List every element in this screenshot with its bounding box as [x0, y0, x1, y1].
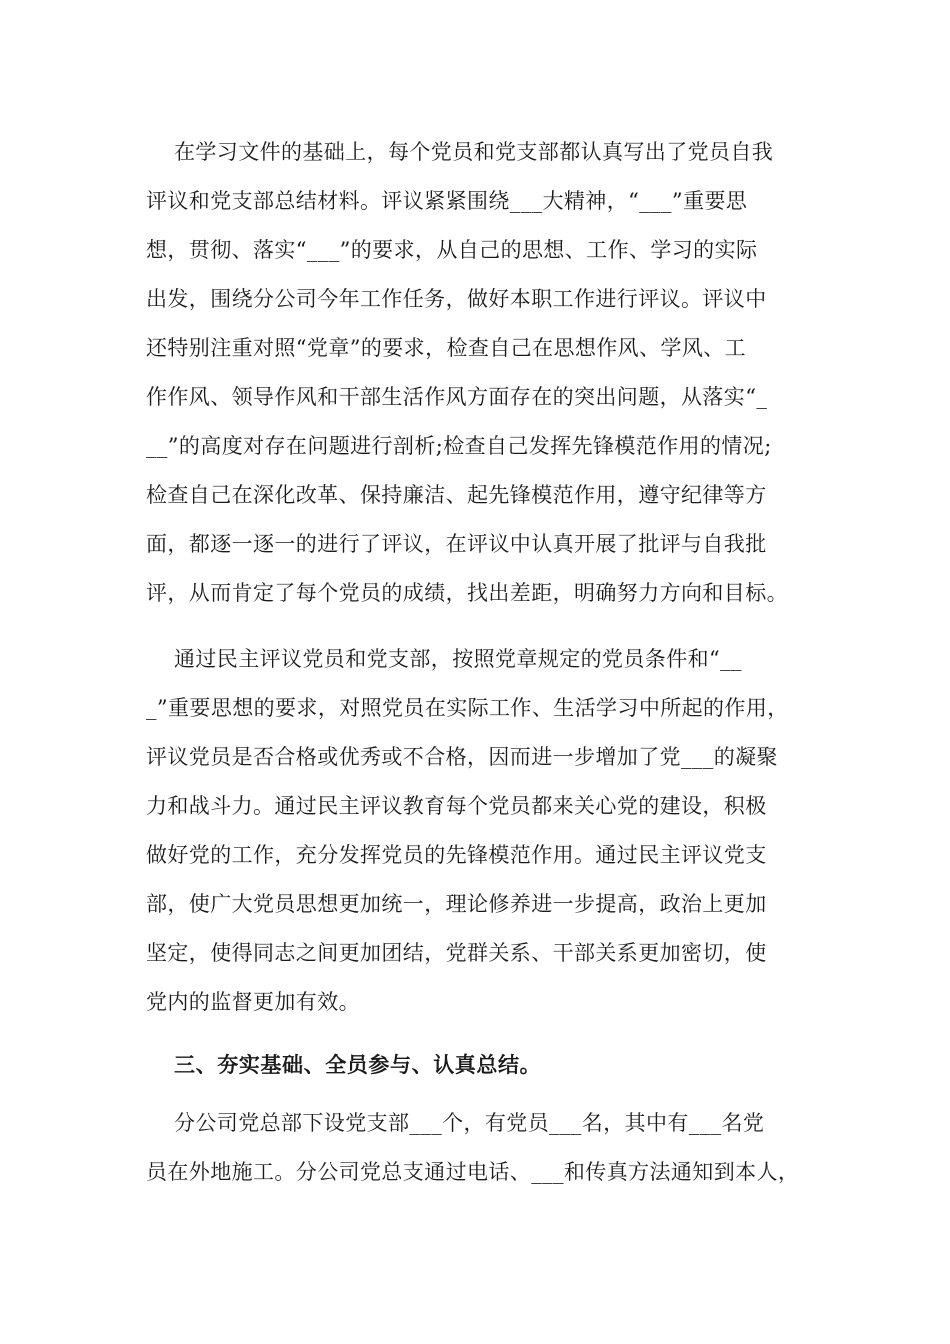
paragraph-1-line: 作作风、领导作风和干部生活作风方面存在的突出问题，从落实“_	[146, 385, 768, 409]
paragraph-1-line: 还特别注重对照“党章”的要求，检查自己在思想作风、学风、工	[146, 336, 747, 360]
paragraph-1-line: 想，贯彻、落实“___”的要求，从自己的思想、工作、学习的实际	[146, 238, 758, 262]
paragraph-2-line: 做好党的工作，充分发挥党员的先锋模范作用。通过民主评议党支	[146, 843, 767, 867]
paragraph-3-line: 分公司党总部下设党支部___个，有党员___名，其中有___名党	[174, 1111, 765, 1135]
paragraph-2-line: 力和战斗力。通过民主评议教育每个党员都来关心党的建设，积极	[146, 794, 767, 818]
paragraph-2-line: 通过民主评议党员和党支部，按照党章规定的党员条件和“__	[174, 647, 742, 671]
paragraph-1-line: __”的高度对存在问题进行剖析;检查自己发挥先锋模范作用的情况;	[146, 434, 772, 458]
paragraph-3-line: 员在外地施工。分公司党总支通过电话、___和传真方法通知到本人，	[146, 1160, 800, 1184]
paragraph-2-line: 部，使广大党员思想更加统一，理论修养进一步提高，政治上更加	[146, 892, 767, 916]
paragraph-1-line: 评，从而肯定了每个党员的成绩，找出差距，明确努力方向和目标。	[146, 581, 788, 605]
paragraph-2-line: 党内的监督更加有效。	[146, 990, 360, 1014]
paragraph-2-line: 坚定，使得同志之间更加团结，党群关系、干部关系更加密切，使	[146, 941, 767, 965]
paragraph-1-line: 出发，围绕分公司今年工作任务，做好本职工作进行评议。评议中	[146, 287, 767, 311]
paragraph-2-line: _”重要思想的要求，对照党员在实际工作、生活学习中所起的作用，	[146, 696, 789, 720]
paragraph-1-line: 面，都逐一逐一的进行了评议，在评议中认真开展了批评与自我批	[146, 532, 767, 556]
paragraph-1-line: 评议和党支部总结材料。评议紧紧围绕___大精神，“___”重要思	[146, 189, 748, 213]
paragraph-1-line: 在学习文件的基础上，每个党员和党支部都认真写出了党员自我	[174, 140, 774, 164]
section-heading: 三、夯实基础、全员参与、认真总结。	[174, 1053, 542, 1077]
paragraph-1-line: 检查自己在深化改革、保持廉洁、起先锋模范作用，遵守纪律等方	[146, 483, 767, 507]
paragraph-2-line: 评议党员是否合格或优秀或不合格，因而进一步增加了党___的凝聚	[146, 745, 778, 769]
